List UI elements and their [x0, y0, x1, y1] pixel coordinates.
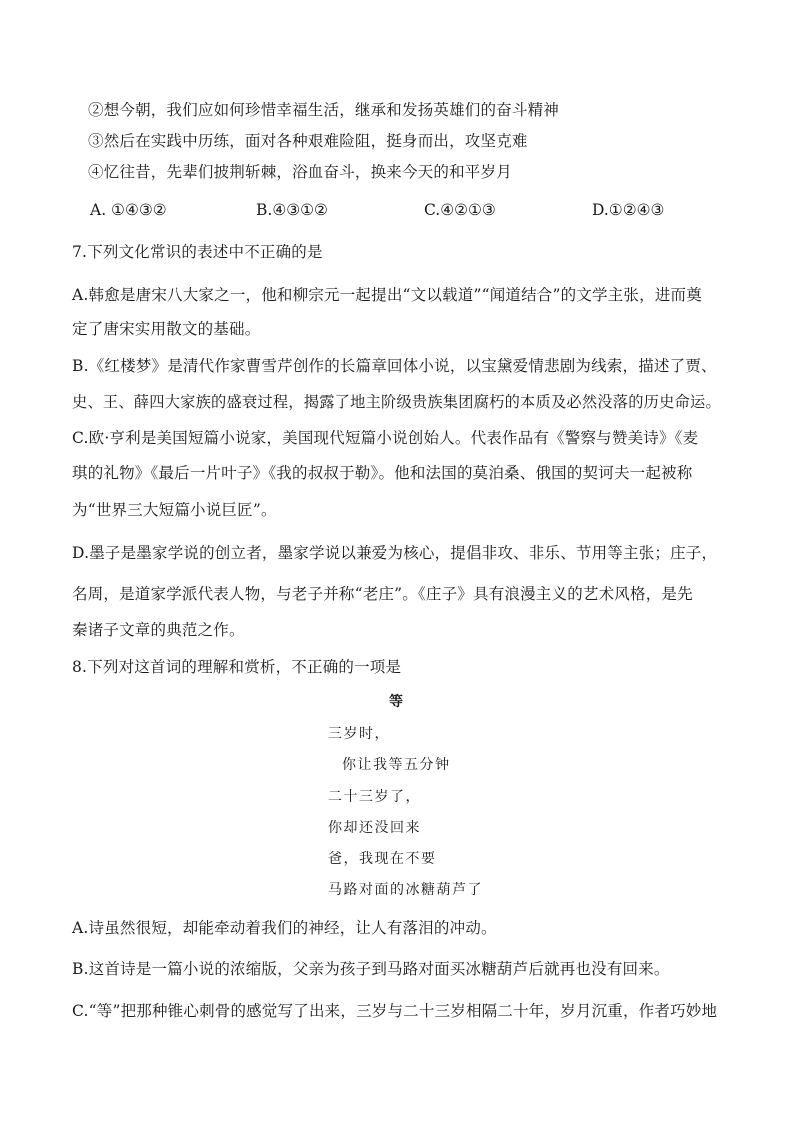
- q7-line: A.韩愈是唐宋八大家之一，他和柳宗元一起提出“文以载道”“闻道结合”的文学主张，进而奠: [72, 286, 702, 304]
- q7-line: 定了唐宋实用散文的基础。: [72, 320, 261, 338]
- q6-option-b: B.④③①②: [256, 201, 328, 219]
- poem-title: 等: [389, 694, 405, 710]
- q7-line: B.《红楼梦》是清代作家曹雪芹创作的长篇章回体小说，以宝黛爱情悲剧为线索，描述了贾、: [72, 357, 717, 375]
- poem-line: 你让我等五分钟: [342, 757, 451, 773]
- q7-line: 琪的礼物》《最后一片叶子》《我的叔叔于勒》。他和法国的莫泊桑、俄国的契诃夫一起被称: [72, 464, 693, 482]
- q6-option-a: A. ①④③②: [90, 201, 167, 219]
- q7-stem: 7.下列文化常识的表述中不正确的是: [72, 243, 323, 261]
- q6-option-d: D.①②④③: [592, 201, 665, 219]
- q7-line: 史、王、薛四大家族的盛衰过程，揭露了地主阶级贵族集团腐朽的本质及必然没落的历史命运。: [72, 393, 721, 411]
- q8-option-c: C.“等”把那种锥心刺骨的感觉写了出来，三岁与二十三岁相隔二十年，岁月沉重，作者巧妙地: [72, 1002, 718, 1020]
- poem-line: 三岁时，: [328, 726, 390, 742]
- sequence-item-2: ②想今朝，我们应如何珍惜幸福生活，继承和发扬英雄们的奋斗精神: [88, 101, 560, 119]
- sequence-item-3: ③然后在实践中历练，面对各种艰难险阻，挺身而出，攻坚克难: [88, 132, 528, 150]
- sequence-item-4: ④忆往昔，先辈们披荆斩棘，浴血奋斗，换来今天的和平岁月: [88, 163, 512, 181]
- q8-stem: 8.下列对这首词的理解和赏析，不正确的一项是: [72, 658, 402, 676]
- poem-line: 马路对面的冰糖葫芦了: [328, 882, 483, 898]
- q7-line: 秦诸子文章的典范之作。: [72, 621, 245, 639]
- q8-option-a: A.诗虽然很短，却能牵动着我们的神经，让人有落泪的冲动。: [72, 919, 497, 937]
- poem-line: 爸，我现在不要: [328, 851, 437, 867]
- poem-line: 二十三岁了，: [328, 789, 421, 805]
- q8-option-b: B.这首诗是一篇小说的浓缩版，父亲为孩子到马路对面买冰糖葫芦后就再也没有回来。: [72, 960, 670, 978]
- q7-line: 名周，是道家学派代表人物，与老子并称“老庄”。《庄子》具有浪漫主义的艺术风格，是先: [72, 585, 693, 603]
- poem-line: 你却还没回来: [328, 820, 421, 836]
- q7-line: C.欧·亨利是美国短篇小说家，美国现代短篇小说创始人。代表作品有《警察与赞美诗》《麦: [72, 429, 699, 447]
- q7-line: 为“世界三大短篇小说巨匠”。: [72, 501, 277, 519]
- q6-option-c: C.④②①③: [424, 201, 496, 219]
- q7-line: D.墨子是墨家学说的创立者，墨家学说以兼爱为核心，提倡非攻、非乐、节用等主张；庄子，: [72, 544, 718, 562]
